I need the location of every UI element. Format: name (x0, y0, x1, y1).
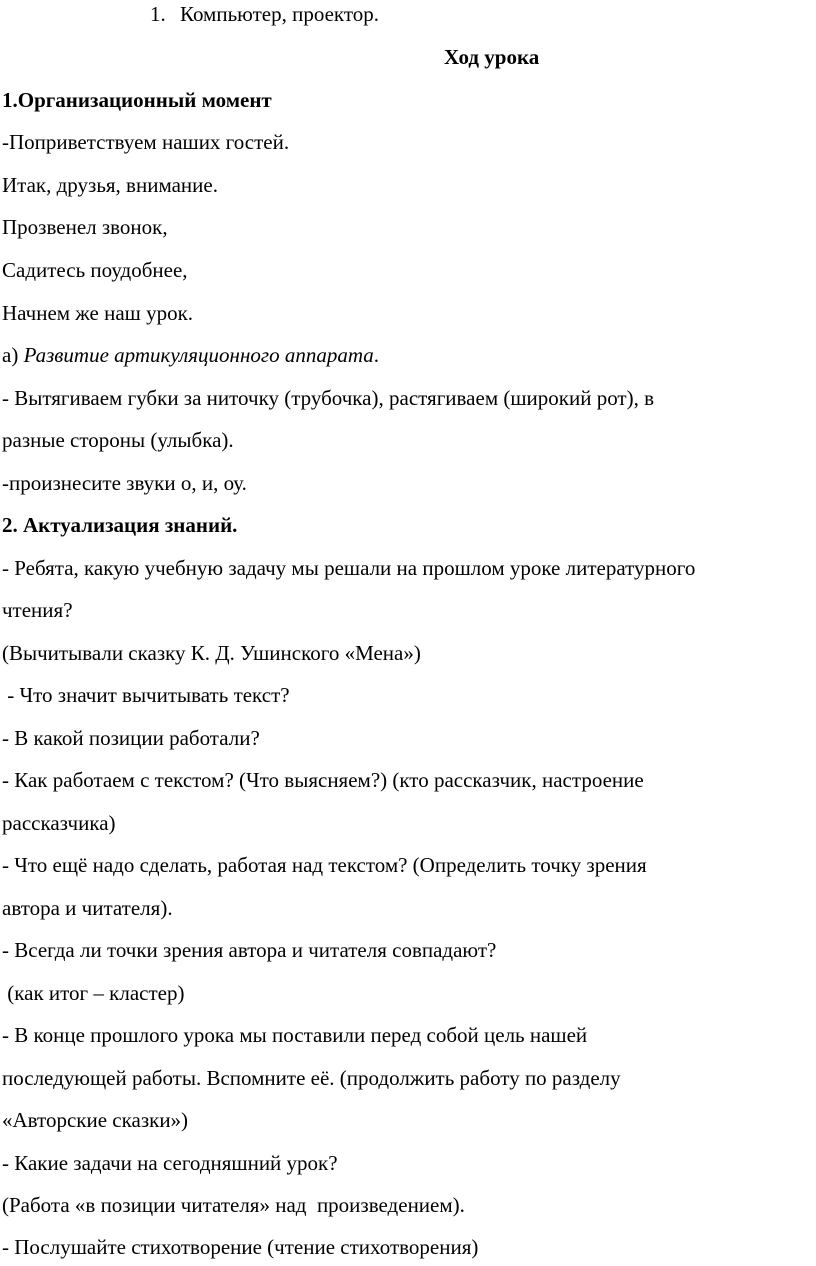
subsection-a (2, 345, 379, 366)
text-line: - Какие задачи на сегодняшний урок? (2, 1151, 338, 1175)
sounds-line: -произнесите звуки о, и, оу. (2, 471, 247, 495)
text-line: - В конце прошлого урока мы поставили перед собой цель нашей (2, 1023, 588, 1047)
poem-line: Садитесь поудобнее, (2, 258, 188, 282)
text-line: - Послушайте стихотворение (чтение стихотворения) (2, 1235, 479, 1259)
text-line: - Что ещё надо сделать, работая над текстом? (Определить точку зрения (2, 853, 647, 877)
text-line: автора и читателя). (2, 896, 173, 920)
text-line: рассказчика) (2, 811, 116, 835)
poem-line: Итак, друзья, внимание. (2, 173, 218, 197)
text-line: (Вычитывали сказку К. Д. Ушинского «Мена») (2, 641, 421, 665)
section2-title: 2. Актуализация знаний. (2, 513, 238, 537)
subsection-a-prefix: а) (2, 343, 24, 367)
section1-title: 1.Организационный момент (2, 88, 272, 112)
text-line: «Авторские сказки») (2, 1108, 189, 1132)
text-line: чтения? (2, 598, 73, 622)
lesson-heading: Ход урока (444, 45, 540, 69)
text-line: - Как работаем с текстом? (Что выясняем?) (кто рассказчик, настроение (2, 768, 644, 792)
text-line: - В какой позиции работали? (2, 726, 260, 750)
text-line: (как итог – кластер) (2, 981, 185, 1005)
poem-line: Прозвенел звонок, (2, 215, 168, 239)
greeting-line: -Поприветствуем наших гостей. (2, 130, 290, 154)
exercise-line: - Вытягиваем губки за ниточку (трубочка), растягиваем (широкий рот), в (2, 386, 655, 410)
text-line: - Что значит вычитывать текст? (2, 683, 290, 707)
poem-line: Начнем же наш урок. (2, 301, 194, 325)
text-line: - Всегда ли точки зрения автора и читателя совпадают? (2, 938, 497, 962)
text-line: последующей работы. Вспомните её. (продолжить работу по разделу (2, 1066, 621, 1090)
text-line: (Работа «в позиции читателя» над произведением). (2, 1193, 465, 1217)
list-number: 1. (150, 2, 166, 26)
exercise-line: разные стороны (улыбка). (2, 428, 234, 452)
subsection-a-suffix: . (373, 343, 379, 367)
equipment-text: Компьютер, проектор. (180, 2, 379, 26)
subsection-a-title: Развитие артикуляционного аппарата (23, 343, 374, 367)
text-line: - Ребята, какую учебную задачу мы решали на прошлом уроке литературного (2, 556, 696, 580)
